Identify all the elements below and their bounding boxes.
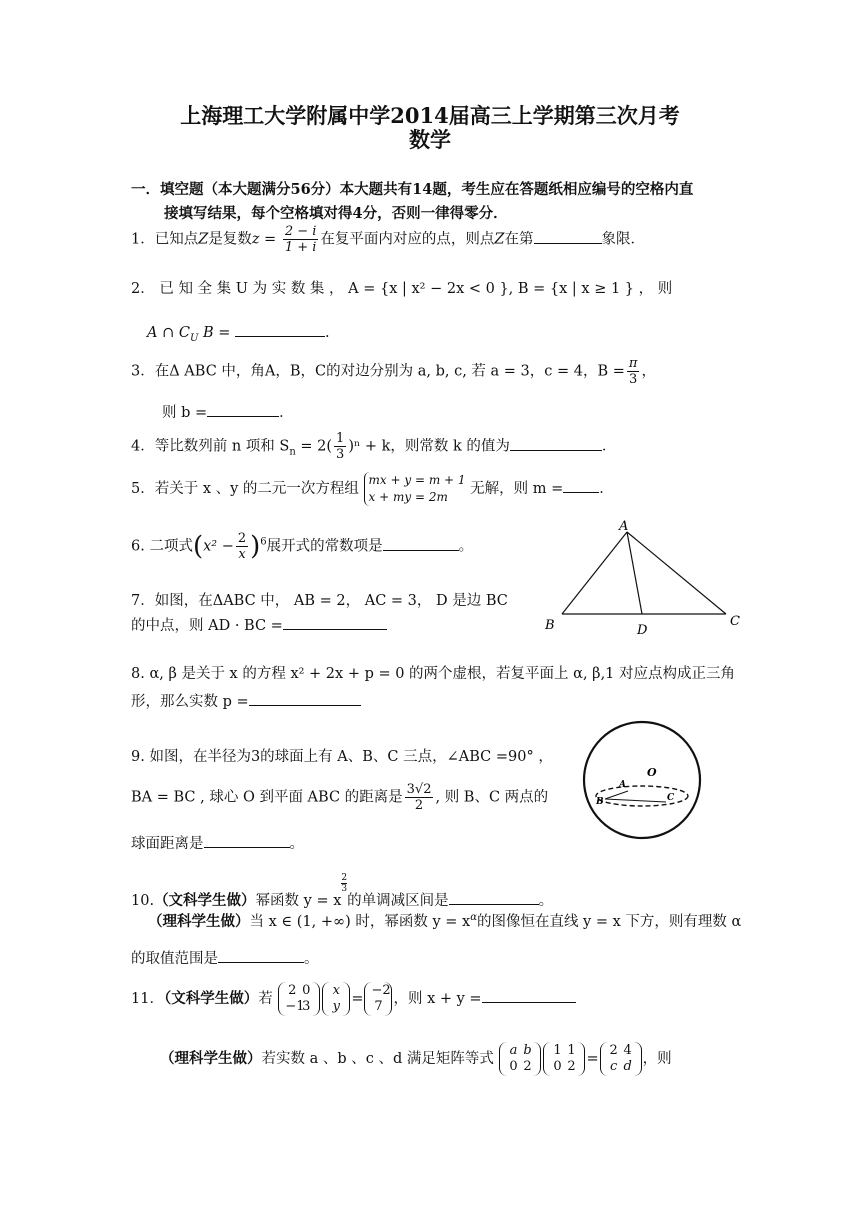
answer-blank-8[interactable]	[249, 691, 361, 706]
label-o: O	[647, 766, 657, 779]
question-4: 4．等比数列前 n 项和 $S_n = 2$( $\frac{1}{3}$ )ⁿ + k，则常数 k 的值为 ．	[131, 431, 617, 462]
triangle-figure	[540, 518, 750, 638]
question-5: 5．若关于 x 、y 的二元一次方程组 mx + y = m + 1 x + my = 2m 无解，则 m = ．	[131, 473, 614, 504]
answer-blank-10-wen[interactable]	[449, 890, 539, 905]
question-8-line1: 8. α, β 是关于 x 的方程 x² + 2x + p = 0 的两个虚根，若复平面上 α, β,1 对应点构成正三角	[131, 666, 736, 682]
small-circle	[596, 786, 688, 806]
question-1: 1．已知点Z是复数z = $\frac{2 - i}{1 + i}$ 在复平面内对应的点，则点Z在第 象限．	[131, 224, 645, 255]
segment-bc	[605, 799, 666, 802]
answer-blank-1[interactable]	[534, 229, 602, 244]
sphere-outline	[584, 722, 700, 838]
label-b: B	[545, 618, 555, 633]
matrix-24cd: 2 4 c d	[600, 1042, 642, 1076]
question-10-line3: 的取值范围是 。	[131, 947, 319, 968]
label-a: A	[619, 780, 626, 790]
exam-title: 上海理工大学附属中学2014届高三上学期第三次月考	[180, 103, 680, 128]
answer-blank-7[interactable]	[283, 615, 387, 630]
answer-blank-5[interactable]	[563, 478, 599, 493]
edge-ac	[627, 532, 726, 614]
question-7-line1: 7．如图，在ΔABC 中， AB = 2， AC = 3， D 是边 BC	[131, 593, 508, 609]
question-9-line1: 9. 如图，在半径为3的球面上有 A、B、C 三点，∠ABC =90° ，	[131, 749, 553, 765]
question-11-wen: 11．（文科学生做）若 2 0 −13x y =−2 7 ，则 x + y =	[131, 982, 576, 1016]
matrix-1102: 1 1 0 2	[543, 1042, 585, 1076]
answer-blank-3[interactable]	[207, 402, 279, 417]
answer-blank-6[interactable]	[383, 536, 459, 551]
answer-blank-4[interactable]	[510, 436, 602, 451]
question-9-line2: BA = BC , 球心 O 到平面 ABC 的距离是 $\frac{3√2}{2}$ , 则 B、C 两点的	[131, 782, 549, 813]
question-7-line2: 的中点，则 AD · BC =	[131, 614, 387, 635]
segment-ba	[605, 791, 628, 799]
question-8-line2: 形，那么实数 p =	[131, 690, 361, 711]
matrix-abcd: a b 0 2	[499, 1042, 541, 1076]
label-a: A	[619, 519, 629, 534]
label-c: C	[730, 614, 740, 629]
question-9-line3: 球面距离是 。	[131, 832, 304, 853]
edge-ab	[562, 532, 627, 614]
question-3-line1: 3．在Δ ABC 中，角A，B，C的对边分别为 a, b, c, 若 a = 3，c = 4，B = $\frac{\pi}{3}$ ，	[131, 356, 656, 387]
matrix-2x2: 2 0 −13	[278, 982, 320, 1016]
question-10-line2: （理科学生做）当 x ∈ (1, +∞) 时，幂函数 $y = x^\alpha$的图像恒在直线 y = x 下方，则有理数 α	[148, 912, 742, 930]
exam-subject: 数学	[409, 127, 451, 152]
answer-blank-9[interactable]	[204, 833, 290, 848]
answer-blank-11-wen[interactable]	[482, 988, 576, 1003]
question-3-line2: 则 b = ．	[162, 401, 294, 422]
vector-xy: x y	[322, 982, 350, 1016]
label-b: B	[596, 797, 604, 807]
question-11-li: （理科学生做）若实数 a 、b 、c 、d 满足矩阵等式 a b 0 21 1 0 2 =2 4 c d ，则	[160, 1043, 672, 1074]
question-2-line1: 2． 已 知 全 集 U 为 实 数 集 ， A = {x | x² − 2x < 0 }, B = {x | x ≥ 1 } ， 则	[131, 281, 673, 297]
median-ad	[627, 532, 642, 614]
answer-blank-2[interactable]	[235, 322, 325, 337]
question-6: 6. 二项式(x² − $\frac{2}{x}$ )$^6$展开式的常数项是 。	[131, 531, 474, 562]
label-d: D	[637, 623, 648, 638]
label-c: C	[667, 793, 675, 803]
question-2-line2: A ∩ $C_U$ B = .	[147, 322, 330, 344]
section-heading-line2: 接填写结果，每个空格填对得4分，否则一律得零分．	[164, 205, 508, 222]
question-10-line1: 10.（文科学生做）幂函数 y = x $^{\frac{2}{3}}$ 的单调减区间是 。	[131, 873, 554, 909]
vector-result: −2 7	[364, 982, 392, 1016]
section-heading-line1: 一．填空题（本大题满分56分）本大题共有14题，考生应在答题纸相应编号的空格内直	[131, 181, 694, 198]
answer-blank-10-li[interactable]	[218, 948, 304, 963]
sphere-figure	[578, 714, 708, 850]
